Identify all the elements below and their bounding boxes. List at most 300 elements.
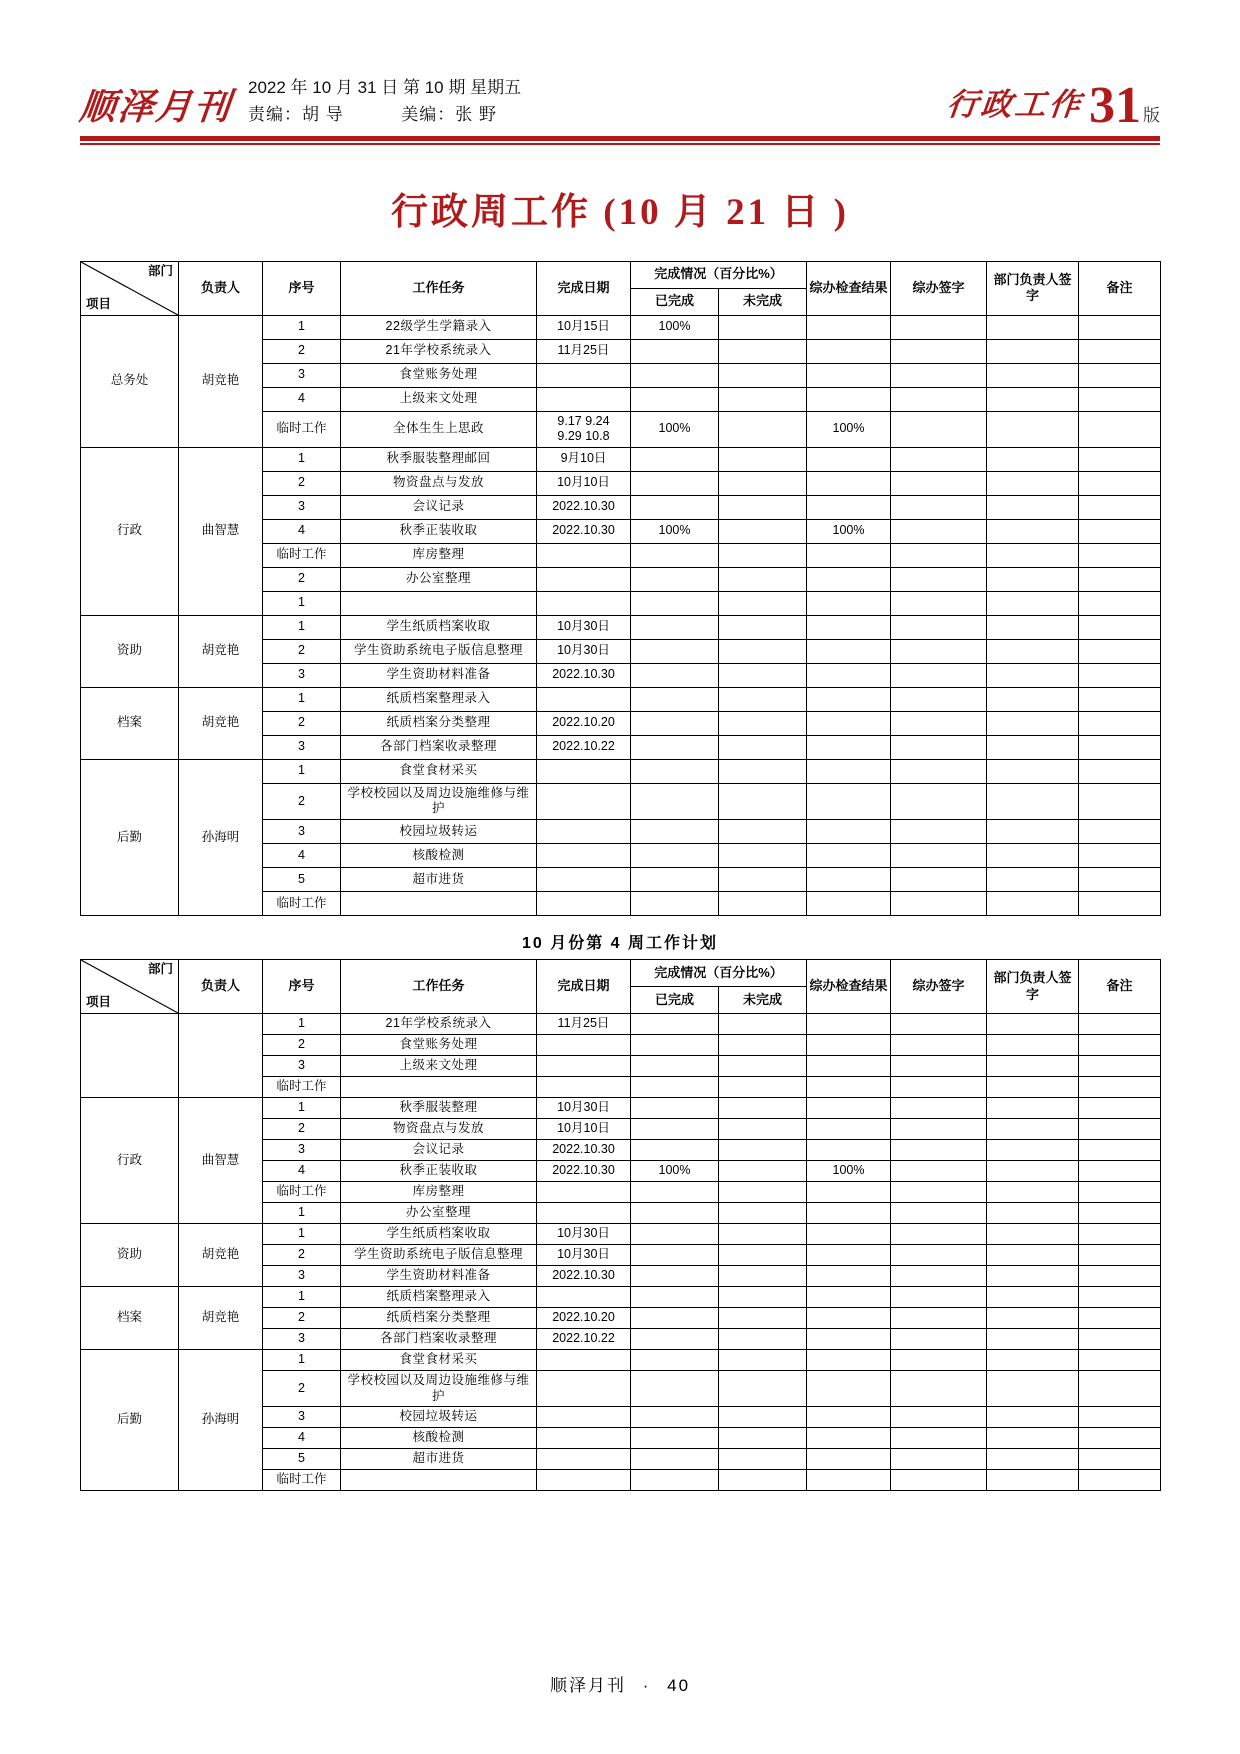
- cell-dept-sign: [987, 1329, 1079, 1350]
- cell-dept-sign: [987, 868, 1079, 892]
- cell-undone: [719, 844, 807, 868]
- cell-undone: [719, 1407, 807, 1428]
- cell-dept-sign: [987, 1470, 1079, 1491]
- cell-check-result: [807, 471, 891, 495]
- col-date: 完成日期: [537, 960, 631, 1014]
- cell-task: 核酸检测: [341, 1428, 537, 1449]
- cell-sequence: 2: [263, 339, 341, 363]
- cell-dept-sign: [987, 1224, 1079, 1245]
- corner-item-label: 项目: [86, 296, 112, 311]
- cell-remark: [1079, 1245, 1161, 1266]
- cell-remark: [1079, 759, 1161, 783]
- cell-task: 纸质档案分类整理: [341, 1308, 537, 1329]
- cell-check-result: [807, 591, 891, 615]
- footer-page-number: 40: [667, 1676, 691, 1695]
- cell-sign: [891, 1224, 987, 1245]
- cell-undone: [719, 759, 807, 783]
- cell-task: 22级学生学籍录入: [341, 315, 537, 339]
- cell-task: 库房整理: [341, 1182, 537, 1203]
- cell-check-result: 100%: [807, 411, 891, 447]
- cell-owner: 胡竞艳: [179, 615, 263, 687]
- cell-undone: [719, 1287, 807, 1308]
- cell-sign: [891, 639, 987, 663]
- cell-sign: [891, 447, 987, 471]
- cell-check-result: [807, 1266, 891, 1287]
- cell-task: 学生资助材料准备: [341, 663, 537, 687]
- cell-date: 10月30日: [537, 1245, 631, 1266]
- cell-date: 9.17 9.24 9.29 10.8: [537, 411, 631, 447]
- cell-remark: [1079, 639, 1161, 663]
- cell-sign: [891, 783, 987, 819]
- cell-date: [537, 1371, 631, 1407]
- table-body-1: [81, 315, 1161, 916]
- col-seq: 序号: [263, 960, 341, 1014]
- cell-remark: [1079, 711, 1161, 735]
- cell-check-result: [807, 892, 891, 916]
- cell-date: [537, 687, 631, 711]
- corner-dept-label: 部门: [147, 962, 173, 976]
- cell-remark: [1079, 1098, 1161, 1119]
- col-dept-sign: 部门负责人签字: [987, 261, 1079, 315]
- cell-done: [631, 687, 719, 711]
- cell-task: 秋季服装整理: [341, 1098, 537, 1119]
- cell-done: [631, 1245, 719, 1266]
- cell-task: 食堂食材采买: [341, 1350, 537, 1371]
- cell-task: 学生资助系统电子版信息整理: [341, 639, 537, 663]
- cell-dept-sign: [987, 663, 1079, 687]
- cell-undone: [719, 1077, 807, 1098]
- corner-item-label: 项目: [86, 995, 112, 1010]
- cell-done: [631, 447, 719, 471]
- cell-done: [631, 471, 719, 495]
- cell-sequence: 3: [263, 663, 341, 687]
- cell-undone: [719, 1161, 807, 1182]
- cell-task: 上级来文处理: [341, 1056, 537, 1077]
- cell-remark: [1079, 615, 1161, 639]
- cell-dept-sign: [987, 591, 1079, 615]
- cell-sign: [891, 1449, 987, 1470]
- cell-task: 学生纸质档案收取: [341, 615, 537, 639]
- cell-sequence: 临时工作: [263, 1077, 341, 1098]
- cell-sequence: 3: [263, 1056, 341, 1077]
- col-remark: 备注: [1079, 960, 1161, 1014]
- cell-sequence: 1: [263, 591, 341, 615]
- cell-sequence: 2: [263, 711, 341, 735]
- cell-check-result: [807, 1098, 891, 1119]
- cell-sign: [891, 411, 987, 447]
- cell-sign: [891, 1161, 987, 1182]
- cell-undone: [719, 1329, 807, 1350]
- page-footer: [0, 1671, 1240, 1696]
- cell-undone: [719, 1014, 807, 1035]
- cell-done: [631, 1182, 719, 1203]
- cell-sequence: 2: [263, 1035, 341, 1056]
- cell-task: 超市进货: [341, 868, 537, 892]
- cell-dept-sign: [987, 519, 1079, 543]
- cell-undone: [719, 1308, 807, 1329]
- cell-remark: [1079, 687, 1161, 711]
- cell-done: [631, 868, 719, 892]
- cell-date: 2022.10.30: [537, 495, 631, 519]
- cell-done: [631, 735, 719, 759]
- cell-done: [631, 1287, 719, 1308]
- cell-remark: [1079, 495, 1161, 519]
- cell-sequence: 1: [263, 1350, 341, 1371]
- cell-date: 2022.10.22: [537, 735, 631, 759]
- cell-task: 办公室整理: [341, 1203, 537, 1224]
- cell-task: 食堂账务处理: [341, 363, 537, 387]
- cell-dept-sign: [987, 1161, 1079, 1182]
- cell-check-result: [807, 1203, 891, 1224]
- cell-undone: [719, 1470, 807, 1491]
- cell-sequence: 3: [263, 1140, 341, 1161]
- cell-sign: [891, 1014, 987, 1035]
- cell-check-result: [807, 543, 891, 567]
- cell-dept-sign: [987, 1035, 1079, 1056]
- cell-sign: [891, 1287, 987, 1308]
- cell-remark: [1079, 543, 1161, 567]
- cell-check-result: [807, 1035, 891, 1056]
- cell-remark: [1079, 892, 1161, 916]
- cell-date: [537, 783, 631, 819]
- cell-dept-sign: [987, 1449, 1079, 1470]
- cell-undone: [719, 892, 807, 916]
- cell-remark: [1079, 1470, 1161, 1491]
- cell-dept-sign: [987, 363, 1079, 387]
- cell-done: [631, 1428, 719, 1449]
- cell-check-result: [807, 820, 891, 844]
- cell-sequence: 3: [263, 820, 341, 844]
- cell-sign: [891, 1371, 987, 1407]
- table-row: [81, 687, 1161, 711]
- cell-dept-sign: [987, 1182, 1079, 1203]
- cell-sign: [891, 663, 987, 687]
- cell-done: [631, 1056, 719, 1077]
- cell-remark: [1079, 868, 1161, 892]
- cell-dept-sign: [987, 315, 1079, 339]
- cell-undone: [719, 315, 807, 339]
- cell-date: [537, 543, 631, 567]
- cell-check-result: [807, 844, 891, 868]
- cell-remark: [1079, 1350, 1161, 1371]
- cell-department: 资助: [81, 615, 179, 687]
- cell-done: [631, 783, 719, 819]
- cell-date: 11月25日: [537, 1014, 631, 1035]
- cell-sequence: 临时工作: [263, 543, 341, 567]
- cell-sign: [891, 543, 987, 567]
- cell-sign: [891, 1470, 987, 1491]
- cell-undone: [719, 639, 807, 663]
- cell-check-result: [807, 1140, 891, 1161]
- cell-sequence: 4: [263, 1428, 341, 1449]
- cell-sequence: 1: [263, 1203, 341, 1224]
- cell-department: 后勤: [81, 1350, 179, 1491]
- cell-done: [631, 1098, 719, 1119]
- cell-task: 全体生生上思政: [341, 411, 537, 447]
- cell-date: [537, 820, 631, 844]
- cell-remark: [1079, 1449, 1161, 1470]
- weekly-work-table-2: [80, 959, 1161, 1491]
- cell-task: 21年学校系统录入: [341, 1014, 537, 1035]
- cell-date: [537, 1407, 631, 1428]
- cell-date: [537, 1428, 631, 1449]
- cell-undone: [719, 1035, 807, 1056]
- cell-date: [537, 868, 631, 892]
- cell-date: 2022.10.22: [537, 1329, 631, 1350]
- cell-sign: [891, 735, 987, 759]
- cell-check-result: [807, 1449, 891, 1470]
- cell-done: [631, 1035, 719, 1056]
- cell-sign: [891, 1203, 987, 1224]
- cell-done: [631, 363, 719, 387]
- cell-sign: [891, 820, 987, 844]
- cell-sign: [891, 339, 987, 363]
- cell-dept-sign: [987, 495, 1079, 519]
- cell-done: [631, 1119, 719, 1140]
- cell-sequence: 1: [263, 759, 341, 783]
- cell-check-result: [807, 1014, 891, 1035]
- col-task: 工作任务: [341, 960, 537, 1014]
- cell-dept-sign: [987, 820, 1079, 844]
- cell-sign: [891, 1035, 987, 1056]
- table-row: [81, 1014, 1161, 1035]
- cell-sequence: 1: [263, 315, 341, 339]
- cell-dept-sign: [987, 844, 1079, 868]
- cell-done: [631, 1329, 719, 1350]
- cell-date: 2022.10.30: [537, 1140, 631, 1161]
- cell-done: [631, 543, 719, 567]
- cell-undone: [719, 1350, 807, 1371]
- cell-task: 秋季正装收取: [341, 519, 537, 543]
- cell-date: [537, 844, 631, 868]
- cell-sequence: 3: [263, 1329, 341, 1350]
- editor-label: 责编：胡 导: [248, 104, 344, 124]
- cell-sign: [891, 687, 987, 711]
- cell-check-result: [807, 1407, 891, 1428]
- cell-dept-sign: [987, 1140, 1079, 1161]
- cell-task: 学生纸质档案收取: [341, 1224, 537, 1245]
- cell-remark: [1079, 1287, 1161, 1308]
- cell-check-result: [807, 868, 891, 892]
- cell-remark: [1079, 1203, 1161, 1224]
- footer-brand: 顺泽月刊: [549, 1676, 626, 1695]
- cell-sign: [891, 1329, 987, 1350]
- cell-department: 资助: [81, 1224, 179, 1287]
- cell-sign: [891, 1098, 987, 1119]
- cell-undone: [719, 820, 807, 844]
- cell-done: [631, 591, 719, 615]
- cell-sequence: 1: [263, 1287, 341, 1308]
- cell-undone: [719, 519, 807, 543]
- cell-task: 21年学校系统录入: [341, 339, 537, 363]
- cell-done: [631, 1350, 719, 1371]
- cell-undone: [719, 783, 807, 819]
- cell-date: [537, 1470, 631, 1491]
- cell-date: 10月15日: [537, 315, 631, 339]
- cell-undone: [719, 1119, 807, 1140]
- cell-date: 2022.10.30: [537, 663, 631, 687]
- cell-date: 2022.10.30: [537, 1161, 631, 1182]
- col-owner: 负责人: [179, 960, 263, 1014]
- cell-task: 食堂食材采买: [341, 759, 537, 783]
- cell-sequence: 3: [263, 363, 341, 387]
- cell-remark: [1079, 1161, 1161, 1182]
- cell-dept-sign: [987, 1266, 1079, 1287]
- cell-sign: [891, 471, 987, 495]
- cell-remark: [1079, 519, 1161, 543]
- cell-remark: [1079, 1119, 1161, 1140]
- cell-undone: [719, 1245, 807, 1266]
- cell-sequence: 3: [263, 735, 341, 759]
- table-row: [81, 615, 1161, 639]
- cell-undone: [719, 543, 807, 567]
- cell-undone: [719, 1428, 807, 1449]
- cell-done: [631, 1371, 719, 1407]
- col-undone: 未完成: [719, 288, 807, 315]
- cell-check-result: [807, 687, 891, 711]
- cell-task: [341, 1470, 537, 1491]
- table-corner-header: [81, 261, 179, 315]
- cell-undone: [719, 447, 807, 471]
- cell-check-result: [807, 1428, 891, 1449]
- cell-sign: [891, 1428, 987, 1449]
- cell-task: 物资盘点与发放: [341, 1119, 537, 1140]
- cell-remark: [1079, 1371, 1161, 1407]
- cell-task: 纸质档案分类整理: [341, 711, 537, 735]
- col-date: 完成日期: [537, 261, 631, 315]
- cell-sequence: 2: [263, 639, 341, 663]
- cell-dept-sign: [987, 447, 1079, 471]
- cell-date: [537, 567, 631, 591]
- col-dept-sign: 部门负责人签字: [987, 960, 1079, 1014]
- cell-check-result: [807, 1329, 891, 1350]
- cell-owner: 胡竞艳: [179, 315, 263, 447]
- cell-sequence: 1: [263, 447, 341, 471]
- cell-check-result: [807, 1350, 891, 1371]
- cell-task: [341, 591, 537, 615]
- cell-dept-sign: [987, 1287, 1079, 1308]
- cell-dept-sign: [987, 411, 1079, 447]
- cell-dept-sign: [987, 615, 1079, 639]
- cell-dept-sign: [987, 1119, 1079, 1140]
- cell-done: [631, 495, 719, 519]
- col-check-result: 综办检查结果: [807, 960, 891, 1014]
- cell-sign: [891, 711, 987, 735]
- cell-sign: [891, 1056, 987, 1077]
- cell-check-result: [807, 1245, 891, 1266]
- cell-dept-sign: [987, 892, 1079, 916]
- cell-date: 10月30日: [537, 639, 631, 663]
- cell-done: [631, 1140, 719, 1161]
- publication-brand: 顺泽月刊: [77, 87, 234, 127]
- cell-task: 会议记录: [341, 495, 537, 519]
- cell-check-result: [807, 1470, 891, 1491]
- cell-dept-sign: [987, 711, 1079, 735]
- cell-check-result: 100%: [807, 1161, 891, 1182]
- designer-label: 美编：张 野: [401, 104, 497, 124]
- cell-sign: [891, 387, 987, 411]
- cell-undone: [719, 495, 807, 519]
- cell-undone: [719, 1266, 807, 1287]
- cell-department: 行政: [81, 447, 179, 615]
- cell-dept-sign: [987, 1407, 1079, 1428]
- cell-dept-sign: [987, 1428, 1079, 1449]
- cell-sequence: 3: [263, 1407, 341, 1428]
- col-seq: 序号: [263, 261, 341, 315]
- cell-dept-sign: [987, 783, 1079, 819]
- cell-date: 11月25日: [537, 339, 631, 363]
- cell-remark: [1079, 844, 1161, 868]
- cell-done: [631, 1449, 719, 1470]
- cell-date: 2022.10.20: [537, 1308, 631, 1329]
- cell-task: 校园垃圾转运: [341, 1407, 537, 1428]
- cell-check-result: [807, 387, 891, 411]
- cell-task: 各部门档案收录整理: [341, 735, 537, 759]
- cell-remark: [1079, 1329, 1161, 1350]
- cell-sequence: 1: [263, 687, 341, 711]
- cell-sign: [891, 1140, 987, 1161]
- cell-remark: [1079, 1077, 1161, 1098]
- cell-check-result: [807, 363, 891, 387]
- cell-task: 秋季服装整理邮回: [341, 447, 537, 471]
- cell-remark: [1079, 567, 1161, 591]
- cell-check-result: [807, 447, 891, 471]
- cell-sequence: 2: [263, 471, 341, 495]
- cell-date: 9月10日: [537, 447, 631, 471]
- cell-check-result: [807, 711, 891, 735]
- cell-undone: [719, 1140, 807, 1161]
- cell-department: 档案: [81, 687, 179, 759]
- cell-dept-sign: [987, 471, 1079, 495]
- cell-done: [631, 1308, 719, 1329]
- cell-task: 超市进货: [341, 1449, 537, 1470]
- cell-dept-sign: [987, 543, 1079, 567]
- cell-remark: [1079, 315, 1161, 339]
- cell-dept-sign: [987, 1245, 1079, 1266]
- cell-date: [537, 591, 631, 615]
- cell-task: 核酸检测: [341, 844, 537, 868]
- cell-dept-sign: [987, 1350, 1079, 1371]
- weekly-work-table-1: [80, 261, 1161, 917]
- cell-sign: [891, 363, 987, 387]
- cell-date: [537, 1182, 631, 1203]
- col-owner: 负责人: [179, 261, 263, 315]
- cell-undone: [719, 567, 807, 591]
- cell-department: [81, 1014, 179, 1098]
- cell-task: 各部门档案收录整理: [341, 1329, 537, 1350]
- cell-sign: [891, 591, 987, 615]
- col-task: 工作任务: [341, 261, 537, 315]
- col-done: 已完成: [631, 288, 719, 315]
- cell-done: [631, 1470, 719, 1491]
- cell-check-result: [807, 663, 891, 687]
- cell-dept-sign: [987, 687, 1079, 711]
- cell-check-result: [807, 1371, 891, 1407]
- cell-undone: [719, 663, 807, 687]
- cell-owner: 胡竞艳: [179, 1224, 263, 1287]
- cell-undone: [719, 1371, 807, 1407]
- cell-undone: [719, 735, 807, 759]
- corner-dept-label: 部门: [147, 263, 173, 278]
- cell-owner: 曲智慧: [179, 447, 263, 615]
- cell-undone: [719, 1056, 807, 1077]
- cell-check-result: [807, 567, 891, 591]
- col-remark: 备注: [1079, 261, 1161, 315]
- cell-sequence: 2: [263, 1119, 341, 1140]
- cell-sequence: 临时工作: [263, 1470, 341, 1491]
- table-row: [81, 1287, 1161, 1308]
- cell-done: [631, 663, 719, 687]
